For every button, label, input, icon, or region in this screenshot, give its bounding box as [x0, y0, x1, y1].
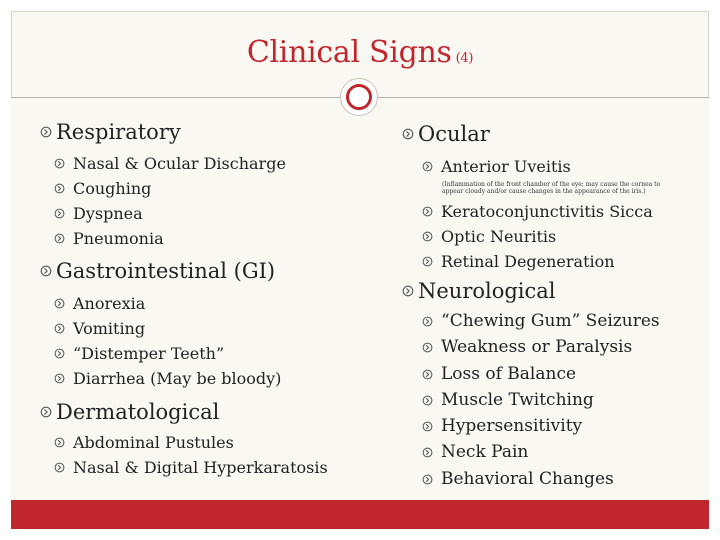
circle-arrow-bullet-icon [54, 373, 65, 384]
section-heading-text: Gastrointestinal (GI) [56, 259, 276, 283]
item-list [54, 291, 328, 391]
list-item [422, 224, 677, 249]
right-column [402, 122, 677, 492]
item-list [54, 151, 328, 251]
list-item-text: “Distemper Teeth” [73, 344, 225, 363]
slide-title-suffix: (4) [455, 51, 474, 66]
list-item-text: Loss of Balance [441, 363, 577, 384]
list-item-text: Optic Neuritis [441, 227, 557, 246]
section-heading-text: Respiratory [56, 120, 181, 144]
circle-arrow-bullet-icon [422, 447, 433, 458]
section-heading [40, 400, 328, 424]
section-heading [402, 279, 677, 303]
circle-arrow-bullet-icon [40, 126, 52, 138]
section-heading-text: Dermatological [56, 400, 220, 424]
list-item-text: Vomiting [73, 319, 146, 338]
circle-arrow-bullet-icon [40, 265, 52, 277]
circle-arrow-bullet-icon [422, 474, 433, 485]
circle-arrow-bullet-icon [422, 206, 433, 217]
list-item [422, 249, 677, 274]
circle-arrow-bullet-icon [54, 158, 65, 169]
circle-arrow-bullet-icon [54, 298, 65, 309]
list-item [54, 151, 328, 176]
left-column [40, 120, 328, 480]
list-item-text: Neck Pain [441, 442, 529, 463]
list-item-text: Abdominal Pustules [73, 433, 234, 452]
circle-arrow-bullet-icon [40, 406, 52, 418]
circle-arrow-bullet-icon [422, 256, 433, 267]
list-item [54, 226, 328, 251]
list-item-text: Muscle Twitching [441, 389, 594, 410]
list-item [54, 201, 328, 226]
list-item-text: Weakness or Paralysis [441, 337, 633, 358]
circle-arrow-bullet-icon [422, 161, 433, 172]
list-item [422, 154, 677, 179]
list-item [54, 176, 328, 201]
list-item-text: Pneumonia [73, 229, 164, 248]
section-gastrointestinal [40, 259, 328, 391]
circle-arrow-bullet-icon [54, 233, 65, 244]
list-item-text: Behavioral Changes [441, 468, 614, 489]
section-heading-text: Neurological [418, 279, 556, 303]
list-item-text: “Chewing Gum” Seizures [441, 311, 660, 331]
circle-arrow-bullet-icon [422, 342, 433, 353]
circle-arrow-bullet-icon [402, 128, 414, 140]
circle-arrow-bullet-icon [422, 395, 433, 406]
circle-arrow-bullet-icon [54, 462, 65, 473]
list-item [54, 455, 328, 480]
section-heading-text: Ocular [418, 122, 490, 146]
section-heading [40, 259, 328, 283]
list-item-text: Anterior Uveitis [441, 157, 571, 176]
list-item-text: Nasal & Digital Hyperkaratosis [73, 458, 328, 477]
circle-arrow-bullet-icon [54, 323, 65, 334]
section-dermatological [40, 400, 328, 480]
circle-arrow-bullet-icon [422, 369, 433, 380]
uveitis-note: (Inflammation of the front chamber of the eye; may cause the cornea to appear cloudy and/or cause changes in the appearance of the iris.) [442, 181, 661, 195]
list-item-text: Hypersensitivity [441, 416, 583, 437]
list-item [422, 361, 677, 387]
list-item [422, 413, 677, 439]
item-list [422, 154, 677, 179]
item-list [422, 308, 677, 492]
list-item [54, 366, 328, 391]
circle-arrow-bullet-icon [402, 285, 414, 297]
list-item [422, 308, 677, 334]
list-item-text: Nasal & Ocular Discharge [73, 154, 286, 173]
circle-arrow-bullet-icon [54, 437, 65, 448]
list-item [422, 439, 677, 465]
section-heading [402, 122, 677, 146]
section-ocular [402, 122, 677, 274]
item-list [54, 430, 328, 480]
list-item [422, 466, 677, 492]
list-item-text: Keratoconjunctivitis Sicca [441, 202, 653, 221]
item-list [422, 199, 677, 274]
circle-arrow-bullet-icon [422, 231, 433, 242]
slide-title [0, 35, 720, 70]
list-item [422, 387, 677, 413]
ring-icon [346, 84, 372, 110]
section-neurological [402, 279, 677, 492]
title-ring-ornament [340, 78, 378, 116]
circle-arrow-bullet-icon [54, 183, 65, 194]
slide-title-text: Clinical Signs [246, 35, 452, 70]
list-item-text: Anorexia [73, 294, 146, 313]
list-item-text: Coughing [73, 179, 152, 198]
footer-bar [11, 500, 709, 529]
list-item [54, 291, 328, 316]
list-item [54, 341, 328, 366]
circle-arrow-bullet-icon [422, 421, 433, 432]
list-item-text: Retinal Degeneration [441, 252, 615, 271]
list-item [422, 334, 677, 360]
section-respiratory [40, 120, 328, 251]
list-item [54, 316, 328, 341]
list-item-text: Dyspnea [73, 204, 143, 223]
circle-arrow-bullet-icon [422, 316, 433, 327]
list-item [54, 430, 328, 455]
circle-arrow-bullet-icon [54, 348, 65, 359]
list-item-text: Diarrhea (May be bloody) [73, 369, 282, 388]
section-heading [40, 120, 328, 144]
list-item [422, 199, 677, 224]
circle-arrow-bullet-icon [54, 208, 65, 219]
